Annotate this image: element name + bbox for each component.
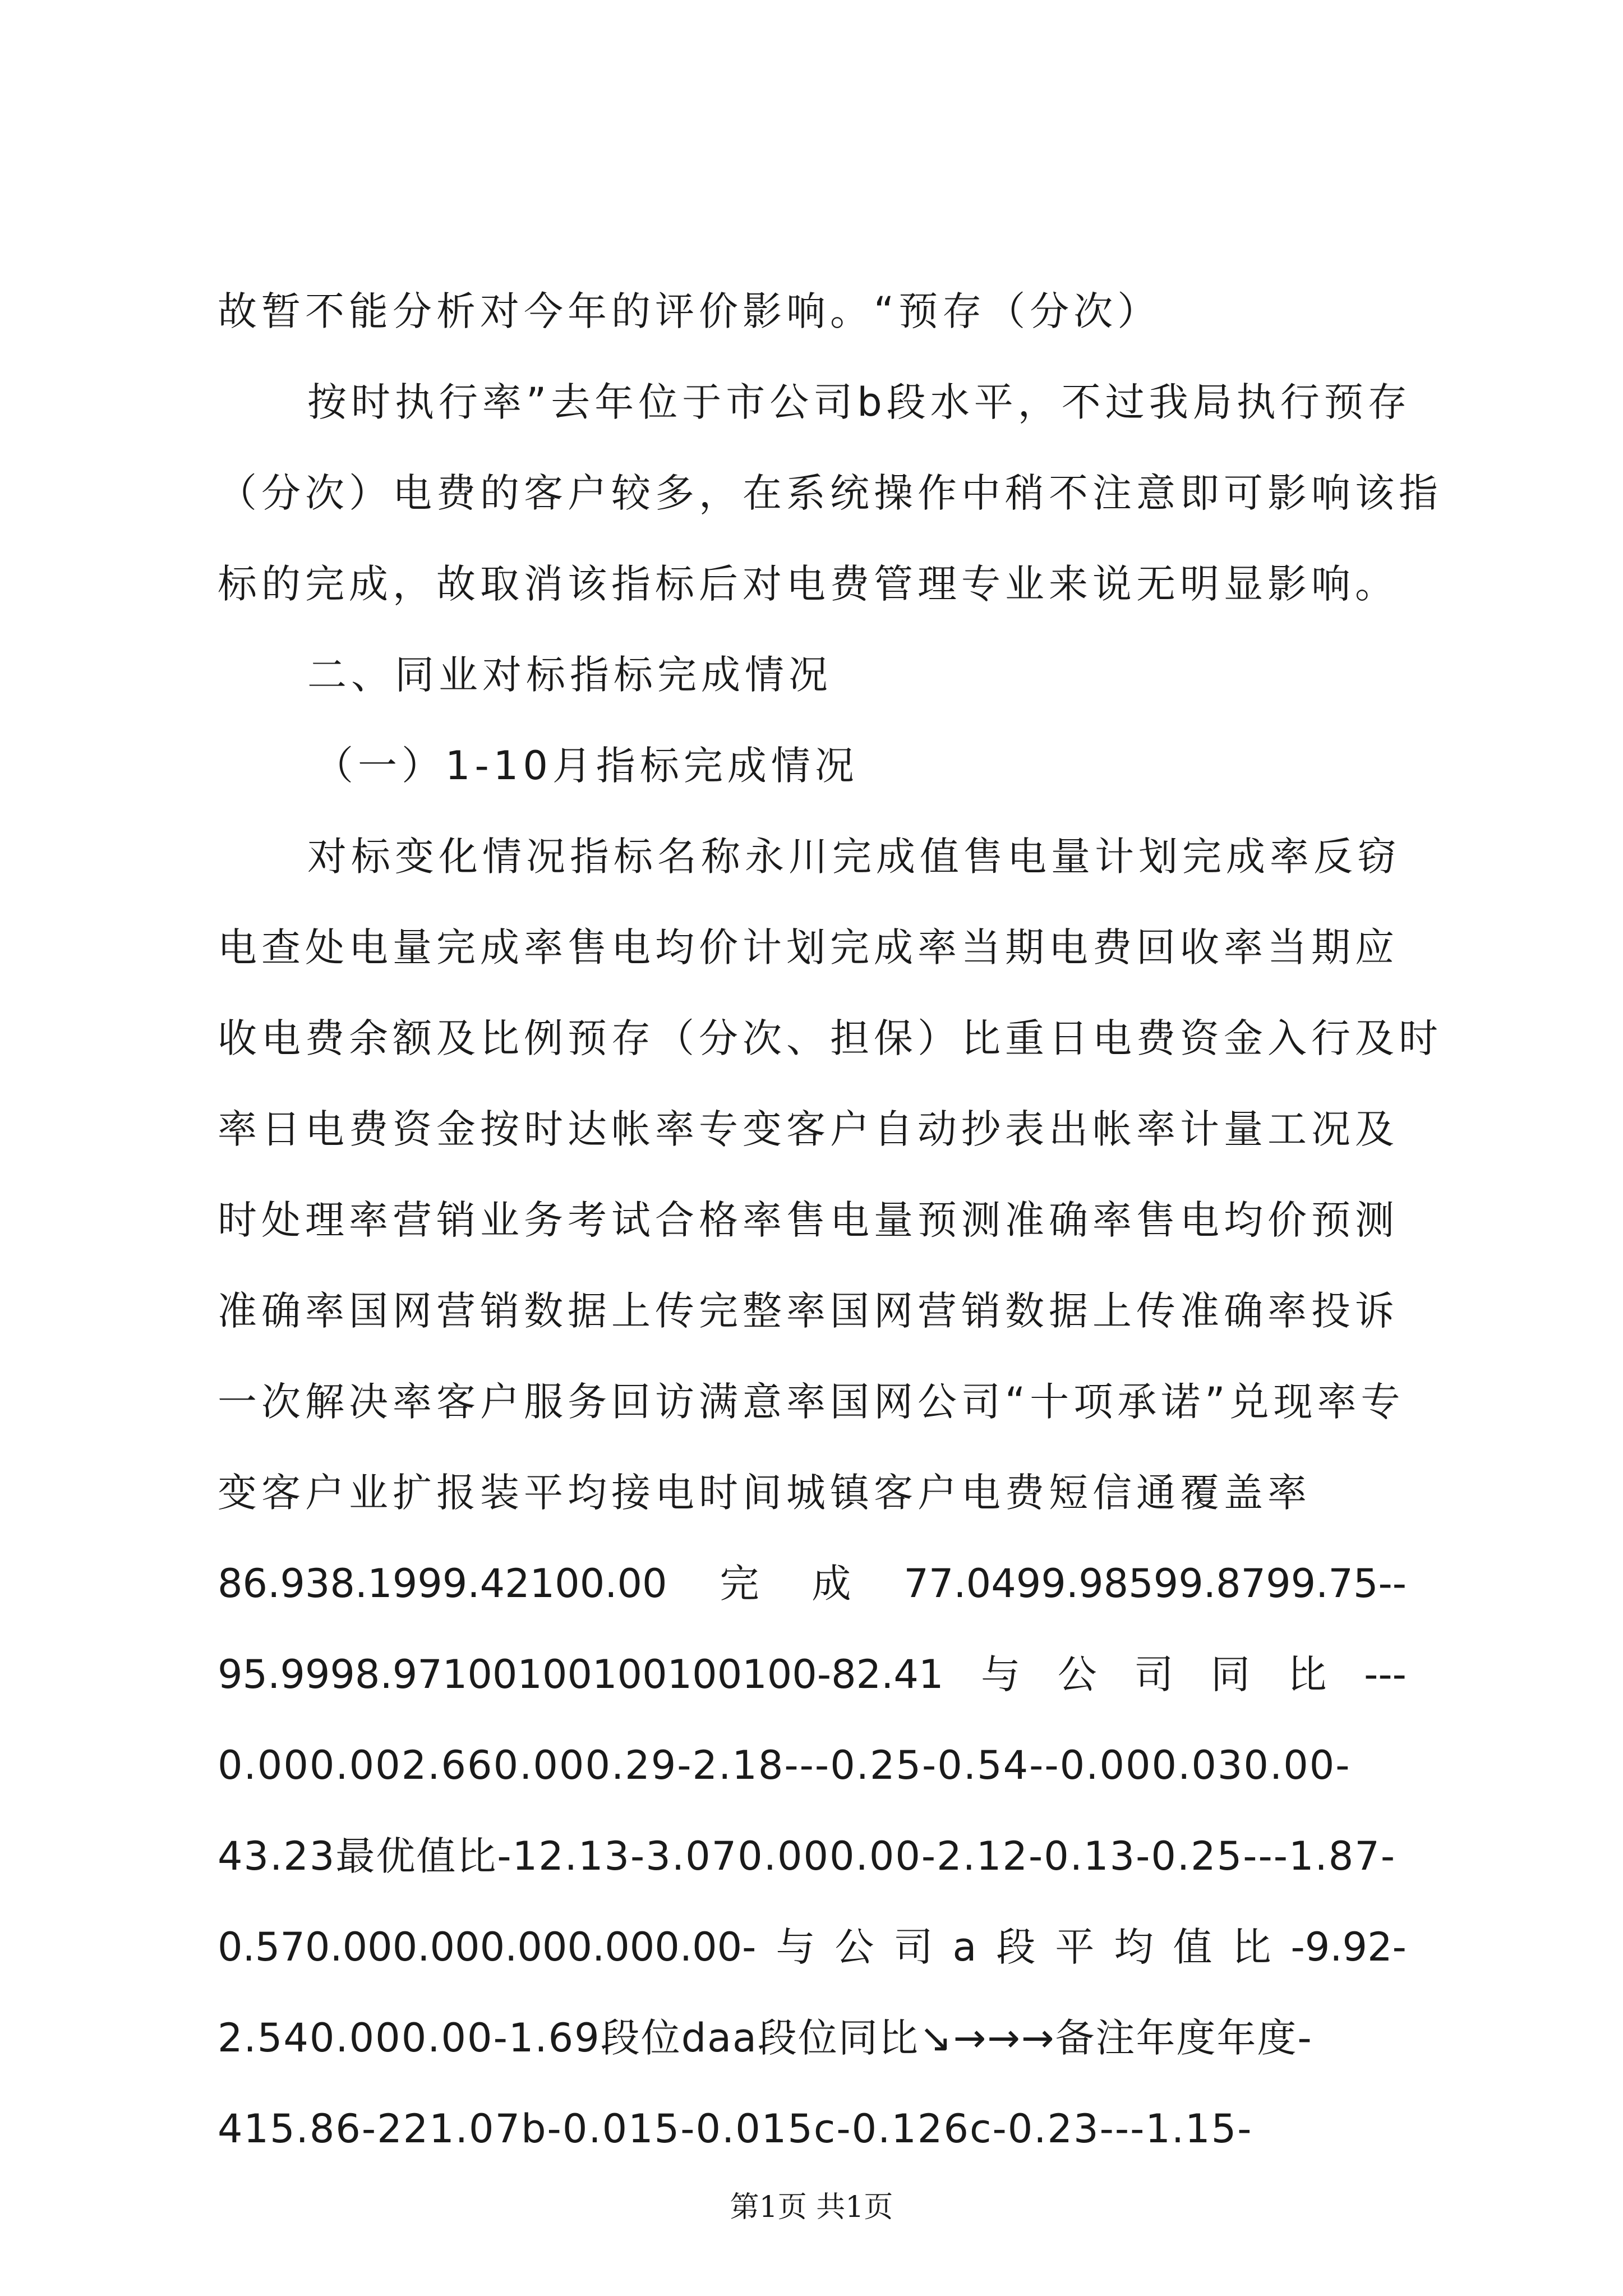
paragraph-line: （分次）电费的客户较多，在系统操作中稍不注意即可影响该指 [218, 470, 1442, 516]
paragraph-line: 变客户业扩报装平均接电时间城镇客户电费短信通覆盖率 [218, 1470, 1311, 1516]
paragraph-line: 0.570.000.000.000.000.00- 与 公 司 a 段 平 均 值 比 -9.92- [218, 1924, 1407, 1970]
paragraph-line: 对标变化情况指标名称永川完成值售电量计划完成率反窃 [307, 834, 1401, 880]
paragraph-line: 按时执行率”去年位于市公司b段水平，不过我局执行预存 [307, 379, 1412, 425]
paragraph-line: 故暂不能分析对今年的评价影响。“预存（分次） [218, 288, 1161, 334]
paragraph-line: 43.23最优值比-12.13-3.070.000.00-2.12-0.13-0.25---1.87- [218, 1833, 1396, 1879]
paragraph-line: 率日电费资金按时达帐率专变客户自动抄表出帐率计量工况及 [218, 1106, 1399, 1152]
paragraph-line: 2.540.000.00-1.69段位daa段位同比↘→→→备注年度年度- [218, 2015, 1313, 2061]
paragraph-line: 收电费余额及比例预存（分次、担保）比重日电费资金入行及时 [218, 1015, 1442, 1061]
paragraph-line: 415.86-221.07b-0.015-0.015c-0.126c-0.23---1.15- [218, 2106, 1253, 2152]
paragraph-line: 0.000.002.660.000.29-2.18---0.25-0.54--0.000.030.00- [218, 1742, 1351, 1788]
paragraph-line: 准确率国网营销数据上传完整率国网营销数据上传准确率投诉 [218, 1288, 1399, 1334]
page-number: 第1页 共1页 [730, 2191, 893, 2224]
subsection-heading: （一）1-10月指标完成情况 [314, 743, 859, 789]
paragraph-line: 95.9998.97100100100100100-82.41 与 公 司 同 比 --- [218, 1651, 1407, 1697]
paragraph-line: 一次解决率客户服务回访满意率国网公司“十项承诺”兑现率专 [218, 1379, 1405, 1425]
paragraph-line: 标的完成，故取消该指标后对电费管理专业来说无明显影响。 [218, 561, 1399, 607]
section-heading: 二、同业对标指标完成情况 [307, 652, 832, 698]
paragraph-line: 时处理率营销业务考试合格率售电量预测准确率售电均价预测 [218, 1197, 1399, 1243]
paragraph-line: 电查处电量完成率售电均价计划完成率当期电费回收率当期应 [218, 924, 1399, 970]
paragraph-line: 86.938.1999.42100.00 完 成 77.0499.98599.8799.75-- [218, 1561, 1407, 1607]
